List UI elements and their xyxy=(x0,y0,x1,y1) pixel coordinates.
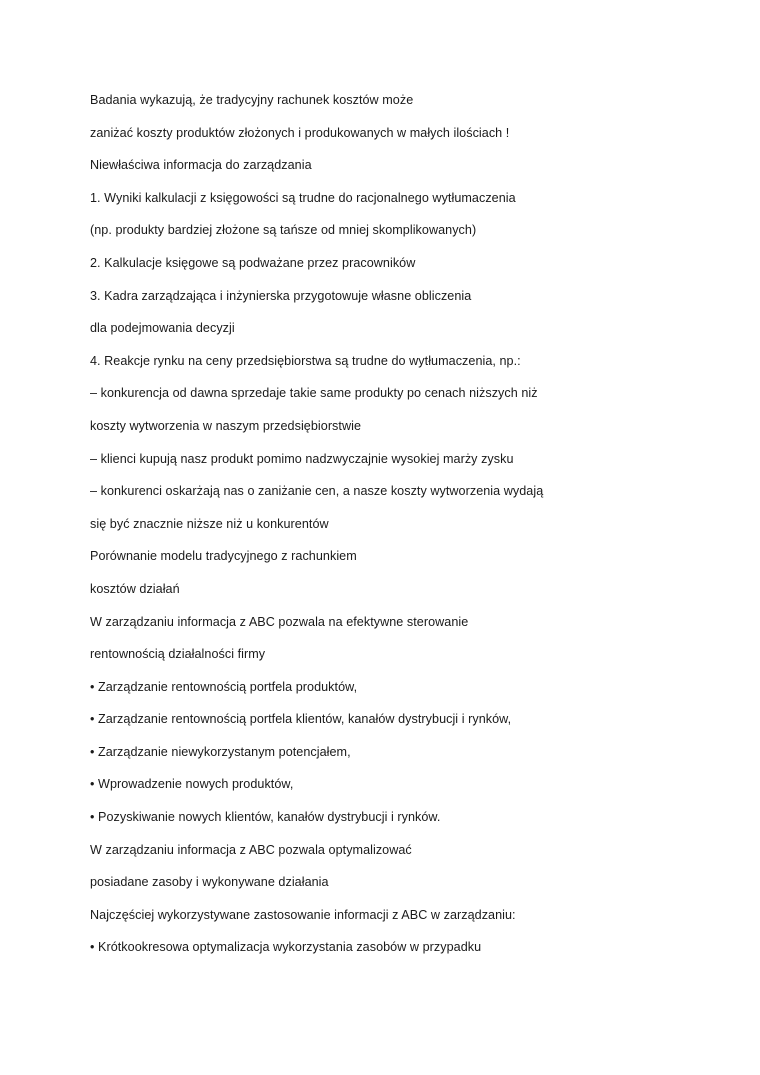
text-line: posiadane zasoby i wykonywane działania xyxy=(90,875,329,890)
dash-item: – konkurencja od dawna sprzedaje takie same produkty po cenach niższych niż xyxy=(90,386,538,401)
section-heading: Porównanie modelu tradycyjnego z rachunkiem xyxy=(90,549,357,564)
text-line: rentownością działalności firmy xyxy=(90,647,266,662)
bullet-item: • Wprowadzenie nowych produktów, xyxy=(90,777,294,792)
text-line: Najczęściej wykorzystywane zastosowanie informacji z ABC w zarządzaniu: xyxy=(90,907,516,922)
section-heading: Niewłaściwa informacja do zarządzania xyxy=(90,158,312,173)
text-line: dla podejmowania decyzji xyxy=(90,321,235,336)
text-line: W zarządzaniu informacja z ABC pozwala optymalizować xyxy=(90,842,412,857)
text-line: kosztów działań xyxy=(90,581,180,596)
text-line: koszty wytworzenia w naszym przedsiębiorstwie xyxy=(90,418,362,433)
text-line: (np. produkty bardziej złożone są tańsze od mniej skomplikowanych) xyxy=(90,223,477,238)
bullet-item: • Pozyskiwanie nowych klientów, kanałów dystrybucji i rynków. xyxy=(90,810,441,825)
bullet-item: • Zarządzanie rentownością portfela produktów, xyxy=(90,679,358,694)
text-line: Badania wykazują, że tradycyjny rachunek kosztów może xyxy=(90,93,414,107)
dash-item: – klienci kupują nasz produkt pomimo nadzwyczajnie wysokiej marży zysku xyxy=(90,451,514,466)
numbered-item: 1. Wyniki kalkulacji z księgowości są trudne do racjonalnego wytłumaczenia xyxy=(90,190,516,205)
numbered-item: 4. Reakcje rynku na ceny przedsiębiorstwa są trudne do wytłumaczenia, np.: xyxy=(90,353,521,368)
text-line: zaniżać koszty produktów złożonych i produkowanych w małych ilościach ! xyxy=(90,125,510,140)
bullet-item: • Zarządzanie niewykorzystanym potencjałem, xyxy=(90,744,351,759)
document-text-body xyxy=(90,90,730,970)
numbered-item: 3. Kadra zarządzająca i inżynierska przygotowuje własne obliczenia xyxy=(90,288,472,303)
bullet-item: • Zarządzanie rentownością portfela klientów, kanałów dystrybucji i rynków, xyxy=(90,712,512,727)
dash-item: – konkurenci oskarżają nas o zaniżanie cen, a nasze koszty wytworzenia wydają xyxy=(90,484,544,499)
text-line: W zarządzaniu informacja z ABC pozwala na efektywne sterowanie xyxy=(90,614,469,629)
numbered-item: 2. Kalkulacje księgowe są podważane przez pracowników xyxy=(90,255,416,270)
text-line: się być znacznie niższe niż u konkurentów xyxy=(90,516,329,531)
bullet-item: • Krótkookresowa optymalizacja wykorzystania zasobów w przypadku xyxy=(90,940,482,955)
